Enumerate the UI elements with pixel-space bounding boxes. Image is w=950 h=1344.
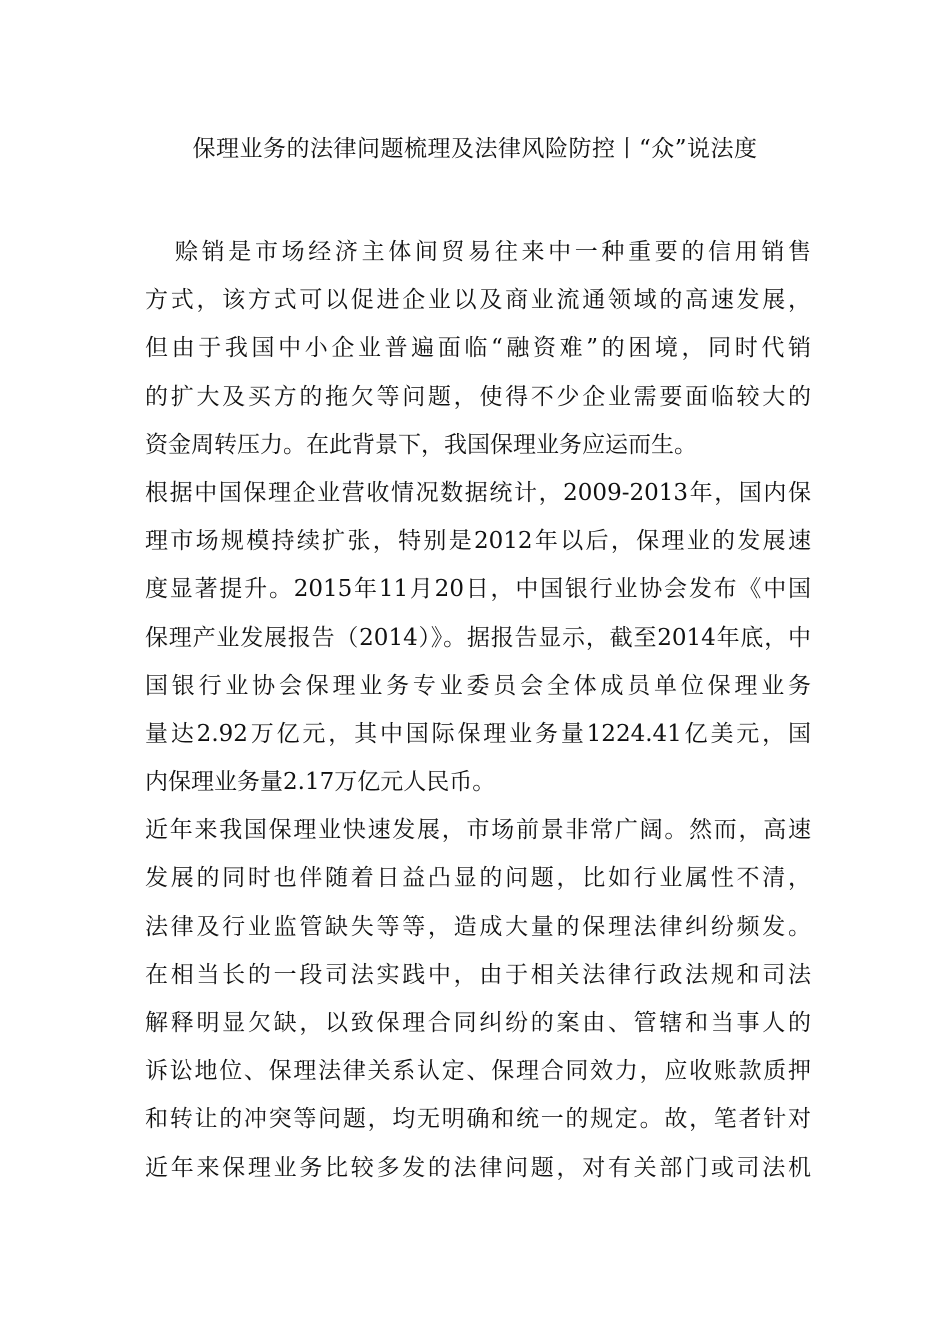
text-line: 和转让的冲突等问题，均无明确和统一的规定。故，笔者针对 xyxy=(145,1106,811,1133)
text-line: 近年来保理业务比较多发的法律问题，对有关部门或司法机 xyxy=(145,1154,811,1181)
text-line: 但由于我国中小企业普遍面临“融资难”的困境，同时代销 xyxy=(145,335,811,362)
text-line: 资金周转压力。在此背景下，我国保理业务应运而生。 xyxy=(145,431,697,458)
text-line: 根据中国保理企业营收情况数据统计，2009-2013年，国内保 xyxy=(145,479,811,506)
text-line: 在相当长的一段司法实践中，由于相关法律行政法规和司法 xyxy=(145,961,811,988)
text-line: 发展的同时也伴随着日益凸显的问题，比如行业属性不清， xyxy=(145,865,811,892)
text-line: 保理产业发展报告（2014）》。据报告显示，截至2014年底，中 xyxy=(145,624,811,651)
text-line: 理市场规模持续扩张，特别是2012年以后，保理业的发展速 xyxy=(145,528,811,555)
text-line: 赊销是市场经济主体间贸易往来中一种重要的信用销售 xyxy=(175,239,811,265)
text-line: 度显著提升。2015年11月20日，中国银行业协会发布《中国 xyxy=(145,576,811,603)
text-line: 法律及行业监管缺失等等，造成大量的保理法律纠纷频发。 xyxy=(145,913,811,940)
text-line: 内保理业务量2.17万亿元人民币。 xyxy=(145,769,496,796)
text-line: 量达2.92万亿元，其中国际保理业务量1224.41亿美元，国 xyxy=(145,720,811,747)
text-line: 方式，该方式可以促进企业以及商业流通领域的高速发展， xyxy=(145,287,811,314)
text-line: 近年来我国保理业快速发展，市场前景非常广阔。然而，高速 xyxy=(145,817,811,844)
text-line: 诉讼地位、保理法律关系认定、保理合同效力，应收账款质押 xyxy=(145,1058,811,1085)
text-line: 国银行业协会保理业务专业委员会全体成员单位保理业务 xyxy=(145,672,811,699)
text-line: 的扩大及买方的拖欠等问题，使得不少企业需要面临较大的 xyxy=(145,383,811,410)
document-title: 保理业务的法律问题梳理及法律风险防控丨“众”说法度 xyxy=(192,136,758,162)
text-line: 解释明显欠缺，以致保理合同纠纷的案由、管辖和当事人的 xyxy=(145,1010,811,1036)
document-body xyxy=(145,228,811,1192)
